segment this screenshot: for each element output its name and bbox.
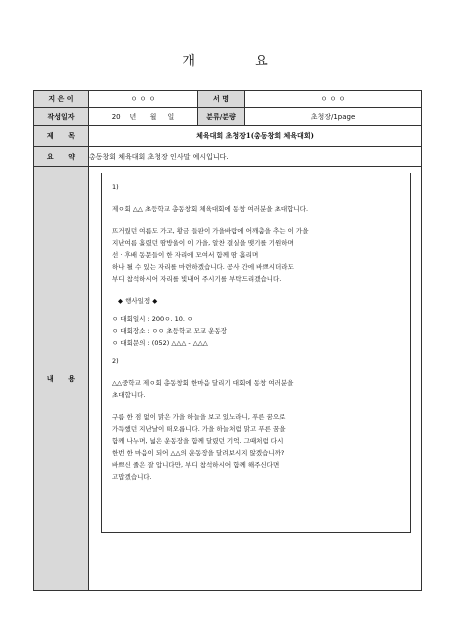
date-label: 작성일자 [34,108,89,126]
summary-label: 요 약 [34,147,89,167]
section2-paragraph-line: 구름 한 점 없이 맑은 가을 하늘을 보고 있노라니, 푸른 꿈으로 [112,413,286,421]
category-value: 초청장/1page [245,108,422,126]
section2-paragraph-line: 바쁘신 줄은 잘 압니다만, 부디 참석하시어 함께 해주신다면 [112,461,280,469]
date-value: 20 년 월 일 [89,108,198,126]
section1-paragraph-line: 하나 될 수 있는 자리를 마련하겠습니다. 공사 간에 바쁘시더라도 [112,263,294,271]
section2-intro-line: △△중학교 제ㅇ회 총동창회 한마음 달리기 대회에 동창 여러분을 [112,379,294,387]
section1-number: 1) [112,183,119,191]
section1-paragraph-line: 뜨거웠던 여름도 가고, 황금 들판이 가을바람에 어깨춤을 추는 이 가을 [112,227,309,235]
section1-paragraph-line: 부디 참석하시어 자리를 빛내어 주시기를 부탁드리겠습니다. [112,275,282,283]
subject-label: 제 목 [34,126,89,147]
section2-intro-line: 초대합니다. [112,391,146,399]
book-name-label: 서 명 [198,91,245,108]
content-label: 내 용 [34,167,89,591]
schedule-contact: ㅇ 대회문의 : (052) △△△ - △△△ [112,339,208,347]
content-cell [89,167,422,591]
section2-paragraph-line: 고맙겠습니다. [112,473,152,481]
section1-paragraph-line: 선 · 후배 동문들이 한 자리에 모여서 함께 땀 흘리며 [112,251,259,259]
subject-row [34,126,422,147]
section1-paragraph-line: 지난여름 흘렸던 땀방울이 이 가을, 알찬 결실을 맺기를 기원하며 [112,239,294,247]
writer-value: ㅇ ㅇ ㅇ [89,91,198,108]
schedule-date: ㅇ 대회일시 : 200ㅇ. 10. ㅇ [112,315,194,323]
book-name-value: ㅇ ㅇ ㅇ [245,91,422,108]
schedule-header: ◆ 행사일정 ◆ [118,297,158,305]
date-row [34,108,422,126]
section2-paragraph-line: 한번 한 마음이 되어 △△의 운동장을 달려보시지 않겠습니까? [112,449,285,457]
section2-paragraph-line: 함께 나누며, 넓은 운동장을 함께 달렸던 기억. 그때처럼 다시 [112,437,284,445]
overview-table [33,90,422,591]
writer-row [34,91,422,108]
document-title: 개 요 [182,54,296,69]
section1-intro: 제ㅇ회 △△ 초등학교 총동창회 체육대회에 동창 여러분을 초대합니다. [112,205,309,213]
schedule-place: ㅇ 대회장소 : ㅇㅇ 초등학교 모교 운동장 [112,327,228,335]
category-label: 분류/분량 [198,108,245,126]
section2-number: 2) [112,357,119,365]
content-body [101,173,411,533]
content-row [34,167,422,591]
summary-value: 총동창회 체육대회 초청장 인사말 예시입니다. [89,147,422,167]
writer-label: 지 은 이 [34,91,89,108]
section2-paragraph-line: 가득했던 지난날이 떠오릅니다. 가을 하늘처럼 맑고 푸른 꿈을 [112,425,286,433]
summary-row [34,147,422,167]
subject-value: 체육대회 초청장1(총동창회 체육대회) [89,126,422,147]
